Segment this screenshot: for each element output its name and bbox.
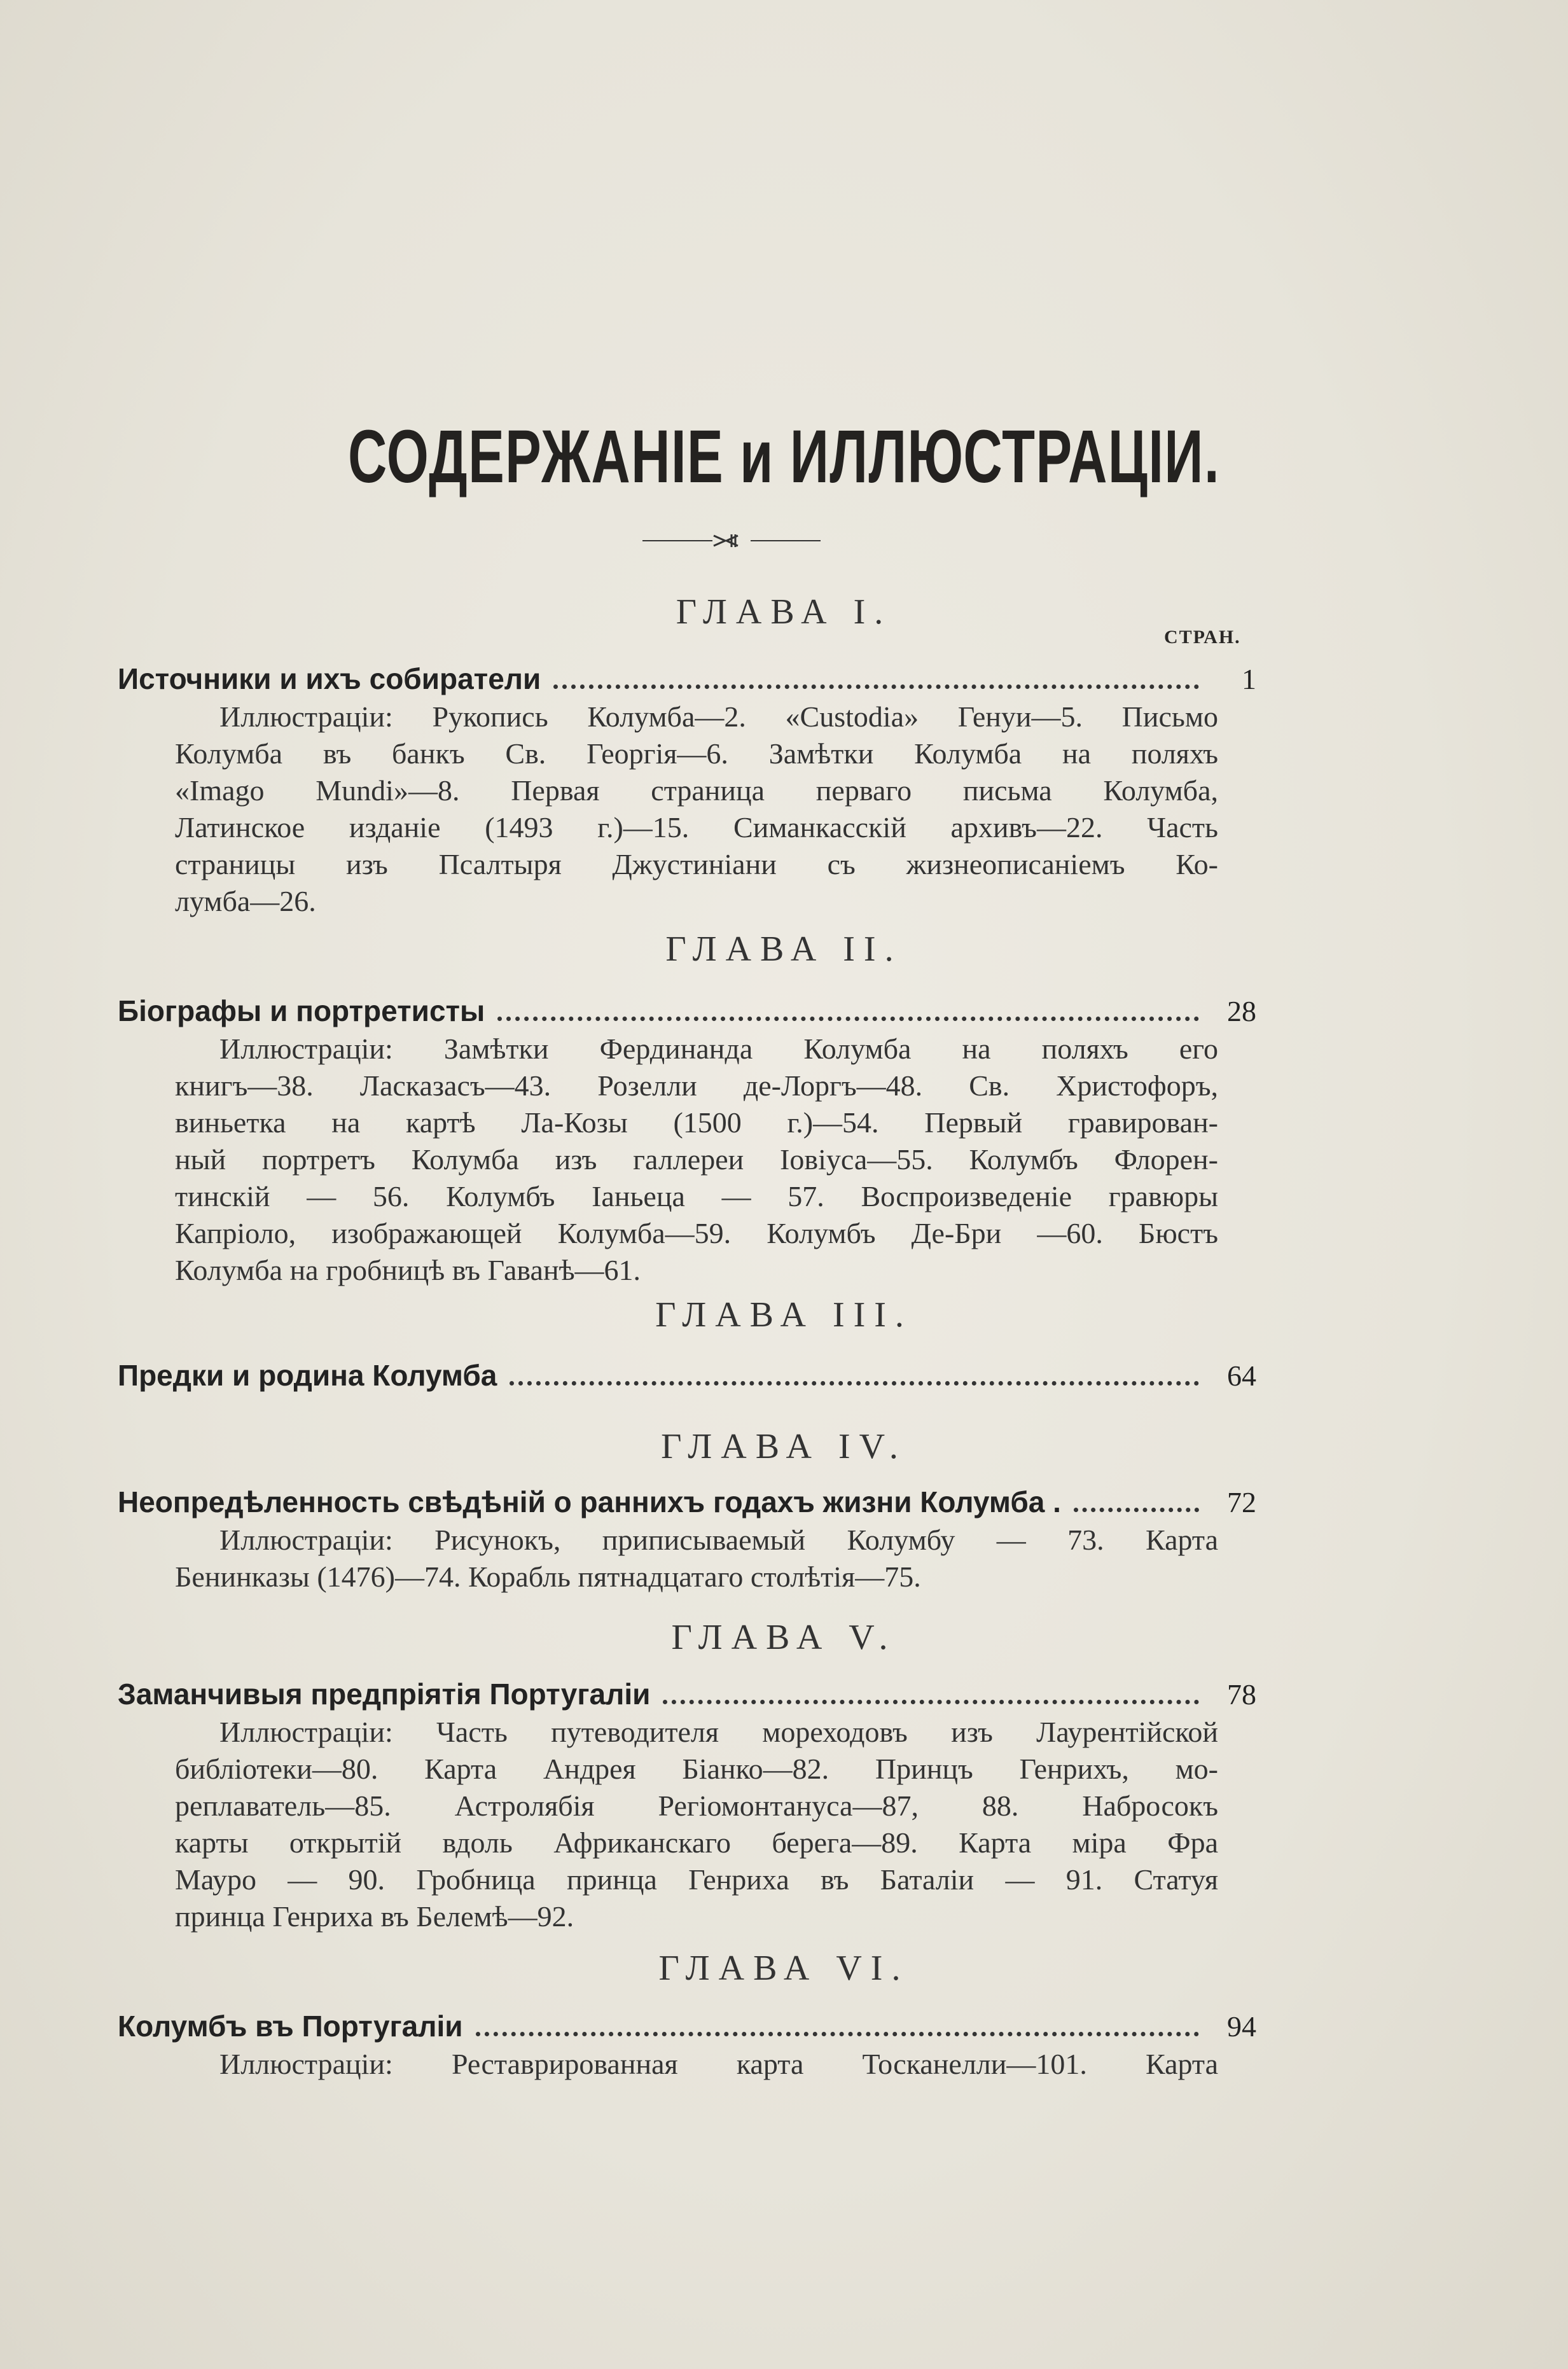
page-number: 78 — [1227, 1678, 1256, 1711]
toc-entry[interactable] — [118, 2009, 1256, 2043]
page-column-label: СТРАН. — [1164, 627, 1241, 648]
illustrations-list — [175, 1714, 1218, 1935]
illustrations-line: Латинское изданіе (1493 г.)—15. Симанкасскій архивъ—22. Часть — [175, 811, 1218, 844]
page-number: 1 — [1242, 663, 1256, 695]
page-number: 72 — [1227, 1486, 1256, 1518]
toc-entry[interactable] — [118, 1358, 1256, 1393]
decorative-ornament — [642, 533, 821, 548]
entry-title: Неопредѣленность свѣдѣній о раннихъ годахъ жизни Колумба . — [118, 1485, 1061, 1518]
leader-dots — [663, 1700, 1199, 1704]
illustrations-line: библіотеки—80. Карта Андрея Біанко—82. Принцъ Генрихъ, мо- — [175, 1753, 1218, 1785]
chapter-heading: ГЛАВА II. — [665, 929, 903, 969]
illustrations-line: Колумба на гробницѣ въ Гаванѣ—61. — [175, 1254, 641, 1286]
leader-dots — [510, 1381, 1199, 1386]
leader-dots — [1074, 1508, 1199, 1512]
page-title: СОДЕРЖАНІЕ и ИЛЛЮСТРАЦІИ. — [348, 415, 1220, 499]
entry-title: Заманчивыя предпріятія Португаліи — [118, 1678, 651, 1711]
chapter-heading: ГЛАВА I. — [676, 592, 892, 632]
entry-title: Біографы и портретисты — [118, 994, 485, 1027]
illustrations-line: книгъ—38. Ласказасъ—43. Розелли де-Лоргъ—48. Св. Христофоръ, — [175, 1069, 1218, 1102]
illustrations-line: принца Генриха въ Белемѣ—92. — [175, 1900, 574, 1933]
illustrations-line: лумба—26. — [175, 885, 316, 917]
illustrations-line: виньетка на картѣ Ла-Козы (1500 г.)—54. Первый гравирован- — [175, 1106, 1218, 1139]
illustrations-line: Иллюстраціи: Реставрированная карта Тосканелли—101. Карта — [219, 2048, 1218, 2080]
toc-entry[interactable] — [118, 662, 1256, 696]
illustrations-list — [175, 1522, 1218, 1595]
leader-dots — [476, 2032, 1199, 2036]
illustrations-line: Мауро — 90. Гробница принца Генриха въ Баталіи — 91. Статуя — [175, 1863, 1218, 1896]
illustrations-line: карты открытій вдоль Африканскаго берега—89. Карта міра Фра — [175, 1826, 1218, 1859]
chapter-heading: ГЛАВА VI. — [658, 1949, 910, 1988]
illustrations-line: страницы изъ Псалтыря Джустиніани съ жизнеописаніемъ Ко- — [175, 848, 1218, 880]
page-number: 64 — [1227, 1359, 1256, 1392]
illustrations-list — [175, 2046, 1218, 2083]
chapter-heading: ГЛАВА IV. — [661, 1427, 907, 1466]
chapter-heading: ГЛАВА III. — [655, 1295, 913, 1335]
illustrations-line: тинскій — 56. Колумбъ Іаньеца — 57. Воспроизведеніе гравюры — [175, 1180, 1218, 1212]
chapter-heading: ГЛАВА V. — [671, 1618, 897, 1657]
toc-entry[interactable] — [118, 1677, 1256, 1711]
illustrations-line: Иллюстраціи: Замѣтки Фердинанда Колумба на поляхъ его — [219, 1032, 1218, 1065]
illustrations-line: «Imago Mundi»—8. Первая страница перваго письма Колумба, — [175, 774, 1218, 807]
illustrations-line: Колумба въ банкъ Св. Георгія—6. Замѣтки Колумба на поляхъ — [175, 737, 1218, 770]
illustrations-line: Иллюстраціи: Рисунокъ, приписываемый Колумбу — 73. Карта — [219, 1524, 1218, 1556]
entry-title: Источники и ихъ собиратели — [118, 662, 541, 695]
illustrations-list — [175, 1031, 1218, 1289]
leader-dots — [553, 684, 1199, 689]
page-number: 94 — [1227, 2010, 1256, 2043]
illustrations-line: ный портретъ Колумба изъ галлереи Іовіуса—55. Колумбъ Флорен- — [175, 1143, 1218, 1176]
illustrations-line: Бенинказы (1476)—74. Корабль пятнадцатаго столѣтія—75. — [175, 1560, 921, 1593]
toc-entry[interactable] — [118, 1485, 1256, 1519]
illustrations-line: Иллюстраціи: Рукопись Колумба—2. «Custodia» Генуи—5. Письмо — [219, 700, 1218, 733]
illustrations-line: Капріоло, изображающей Колумба—59. Колумбъ Де-Бри —60. Бюстъ — [175, 1217, 1218, 1249]
toc-entry[interactable] — [118, 994, 1256, 1028]
illustrations-line: реплаватель—85. Астролябія Регіомонтануса—87, 88. Набросокъ — [175, 1789, 1218, 1822]
entry-title: Предки и родина Колумба — [118, 1359, 497, 1392]
page-number: 28 — [1227, 995, 1256, 1027]
illustrations-line: Иллюстраціи: Часть путеводителя мореходовъ изъ Лаурентійской — [219, 1716, 1218, 1748]
leader-dots — [497, 1017, 1199, 1021]
entry-title: Колумбъ въ Португаліи — [118, 2010, 463, 2043]
illustrations-list — [175, 698, 1218, 920]
